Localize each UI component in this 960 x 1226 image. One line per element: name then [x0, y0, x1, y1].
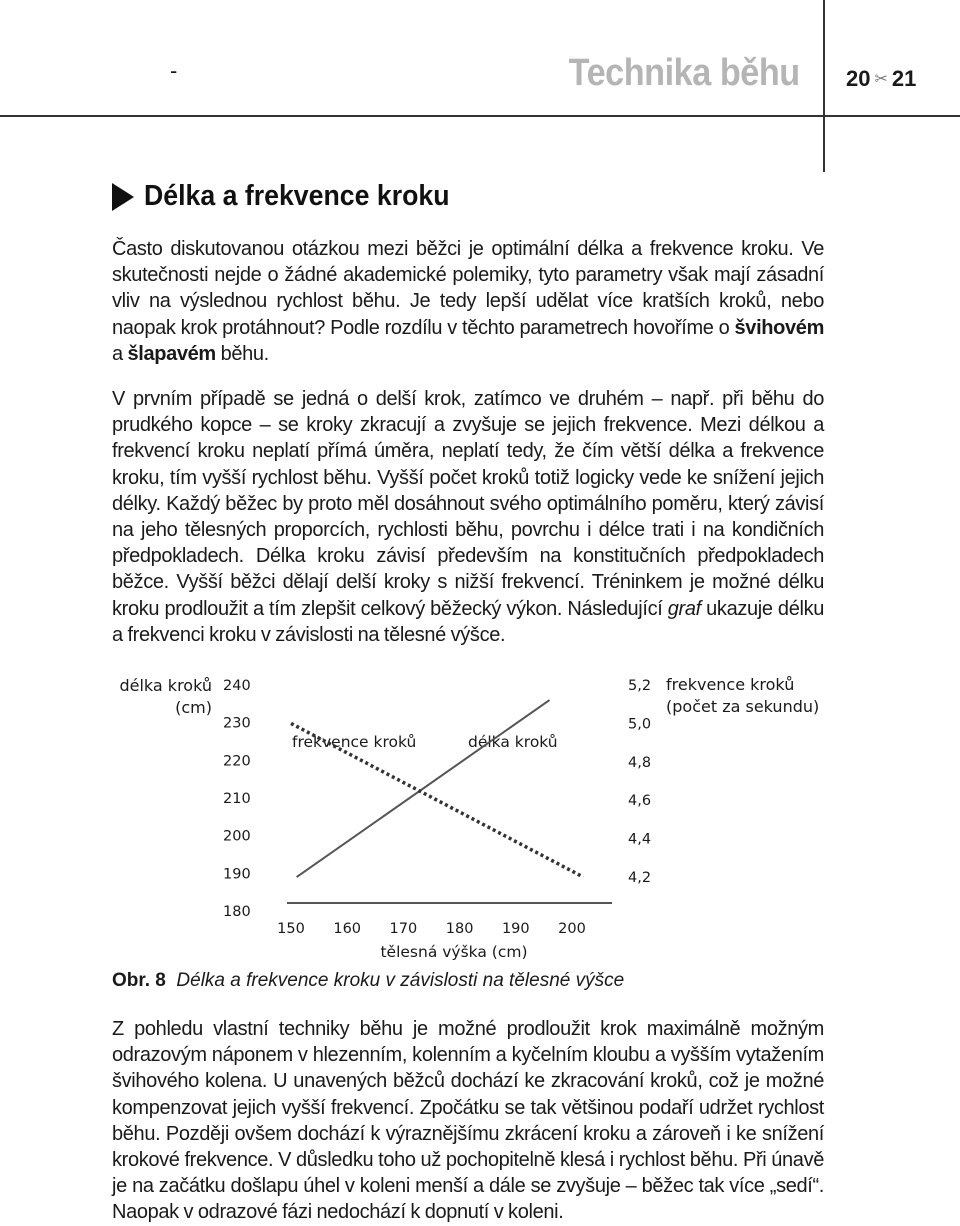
figure-caption-text: Délka a frekvence kroku v závislosti na tělesné výšce	[176, 970, 625, 991]
term-graf: graf	[667, 597, 701, 620]
page-numbers	[846, 66, 916, 92]
y-right-tick-4-2: 4,2	[628, 870, 652, 886]
series-line-step-length	[297, 700, 550, 877]
page-number-left: 20	[846, 66, 871, 91]
header-dash: -	[170, 58, 178, 83]
paragraph-2	[112, 386, 824, 648]
x-tick-190: 190	[501, 921, 530, 937]
header-vertical-rule	[823, 0, 825, 172]
paragraph-1	[112, 236, 824, 367]
paragraph-1-text: Často diskutovanou otázkou mezi běžci je optimální délka a frekvence kroku. Ve skutečnosti nejde o žádné akademické polemiky, tyto parametry však mají zásadní vliv na výslednou rychlost běhu. Je tedy lepší udělat více kratších kroků, nebo naopak krok protáhnout? Podle rozdílu v těchto parametrech hovoříme o	[112, 238, 824, 339]
x-tick-150: 150	[277, 921, 305, 937]
y-right-tick-4-4: 4,4	[628, 831, 652, 848]
page-number-right: 21	[891, 66, 917, 91]
scissors-icon: ✂	[874, 71, 888, 88]
series-lines	[291, 700, 583, 877]
y-left-tick-220: 220	[223, 753, 251, 770]
play-triangle-icon	[112, 183, 134, 211]
paragraph-2-text: V prvním případě se jedná o delší krok, zatímco ve druhém – např. při běhu do prudkého kopce – se kroky zkracují a zvyšuje se jejich frekvence. Mezi délkou a frekvencí kroku neplatí přímá úměra, neplatí tedy, že čím větší délka a frekvence kroku, tím vyšší rychlost běhu. Vyšší počet kroků totiž logicky vede ke snížení jejich délky. Každý běžec by proto měl dosáhnout svého optimálního poměru, který závisí na jeho tělesných proporcích, rychlosti běhu, povrchu i délce trati i na kondičních předpokladech. Délka kroku závisí především na konstitučních předpokladech běžce. Vyšší běžci dělají delší kroky s nižší frekvencí. Tréninkem je možné délku kroku prodloužit a tím zlepšit celkový běžecký výkon. Následující	[112, 388, 824, 620]
y-right-tick-4-6: 4,6	[628, 793, 652, 810]
term-slapavy: šlapavém	[127, 342, 216, 365]
x-tick-160: 160	[333, 921, 362, 937]
x-axis-label: tělesná výška (cm)	[380, 943, 528, 961]
y-left-tick-200: 200	[223, 828, 251, 845]
y-left-ticks	[223, 678, 251, 920]
paragraph-1-end: běhu.	[215, 342, 269, 365]
y-left-label-line1: délka kroků	[119, 676, 212, 695]
paragraph-3: Z pohledu vlastní techniky běhu je možné prodloužit krok maximálně možným odrazovým náponem v hlezenním, kolenním a kyčelním kloubu a vyšším vytažením švihového kolena. U unavených běžců dochází ke zkracování kroků, což je možné kompenzovat jejich vyšší frekvencí. Zpočátku se tak většinou podaří udržet rychlost běhu. Později ovšem dochází k výraznějšímu zkrácení kroku a zároveň i ke snížení krokové frekvence. V důsledku toho už pochopitelně klesá i rychlost běhu. Při únavě je na začátku došlapu úhel v koleni menší a dále se zvyšuje – běžec tak více „sedí“. Naopak v odrazové fázi nedochází k dopnutí v koleni.	[112, 1018, 824, 1224]
y-right-tick-4-8: 4,8	[628, 754, 652, 771]
y-left-tick-240: 240	[223, 678, 251, 694]
y-left-tick-190: 190	[223, 866, 251, 883]
y-left-label-line2: (cm)	[175, 698, 212, 717]
x-tick-180: 180	[445, 921, 474, 937]
figure-label: Obr. 8	[112, 970, 166, 991]
header-rule	[0, 115, 960, 117]
y-right-label-line2: (počet za sekundu)	[666, 697, 820, 716]
y-left-tick-210: 210	[223, 791, 251, 807]
section-heading	[112, 180, 476, 213]
step-length-frequency-chart	[112, 665, 828, 965]
y-right-ticks	[628, 678, 651, 886]
x-tick-170: 170	[389, 921, 418, 937]
y-right-tick-5-0: 5,0	[628, 716, 652, 733]
running-header-title: Technika běhu	[568, 52, 800, 94]
y-right-tick-5-2: 5,2	[628, 678, 652, 694]
figure-caption	[112, 970, 624, 992]
y-left-tick-180: 180	[223, 904, 251, 920]
y-right-label-line1: frekvence kroků	[666, 675, 795, 694]
paragraph-1-mid: a	[112, 342, 128, 365]
series-annotation-length: délka kroků	[468, 733, 558, 751]
y-left-tick-230: 230	[223, 715, 251, 732]
paragraph-2-end: ukazuje délku a frekvenci kroku v závislosti na tělesné výšce.	[112, 597, 824, 646]
x-tick-200: 200	[558, 921, 586, 937]
section-title: Délka a frekvence kroku	[144, 180, 450, 212]
series-annotation-frequency: frekvence kroků	[292, 733, 417, 751]
term-svihovy: švihovém	[734, 316, 824, 339]
x-ticks	[277, 921, 586, 937]
